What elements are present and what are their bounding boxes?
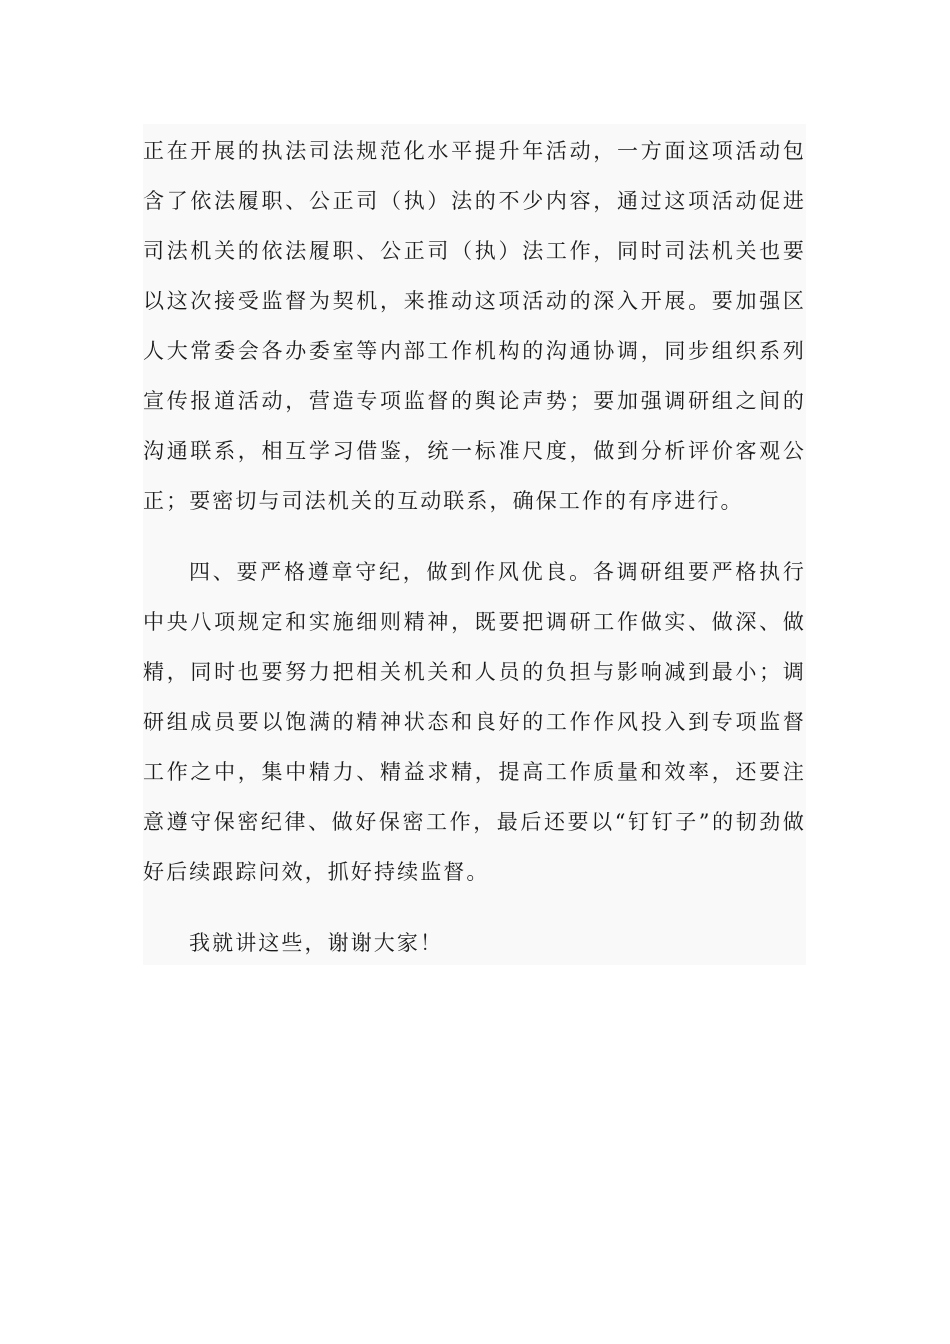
document-text-block [143, 124, 806, 965]
paragraph-1: 正在开展的执法司法规范化水平提升年活动，一方面这项活动包含了依法履职、公正司（执）法的不少内容，通过这项活动促进司法机关的依法履职、公正司（执）法工作，同时司法机关也要以这次接受监督为契机，来推动这项活动的深入开展。要加强区人大常委会各办委室等内部工作机构的沟通协调，同步组织系列宣传报道活动，营造专项监督的舆论声势；要加强调研组之间的沟通联系，相互学习借鉴，统一标准尺度，做到分析评价客观公正；要密切与司法机关的互动联系，确保工作的有序进行。 [143, 139, 806, 513]
paragraph-2: 四、要严格遵章守纪，做到作风优良。各调研组要严格执行中央八项规定和实施细则精神，既要把调研工作做实、做深、做精，同时也要努力把相关机关和人员的负担与影响减到最小；调研组成员要以饱满的精神状态和良好的工作作风投入到专项监督工作之中，集中精力、精益求精，提高工作质量和效率，还要注意遵守保密纪律、做好保密工作，最后还要以“钉钉子”的韧劲做好后续跟踪问效，抓好持续监督。 [143, 560, 806, 884]
paragraph-3: 我就讲这些，谢谢大家！ [189, 931, 444, 955]
